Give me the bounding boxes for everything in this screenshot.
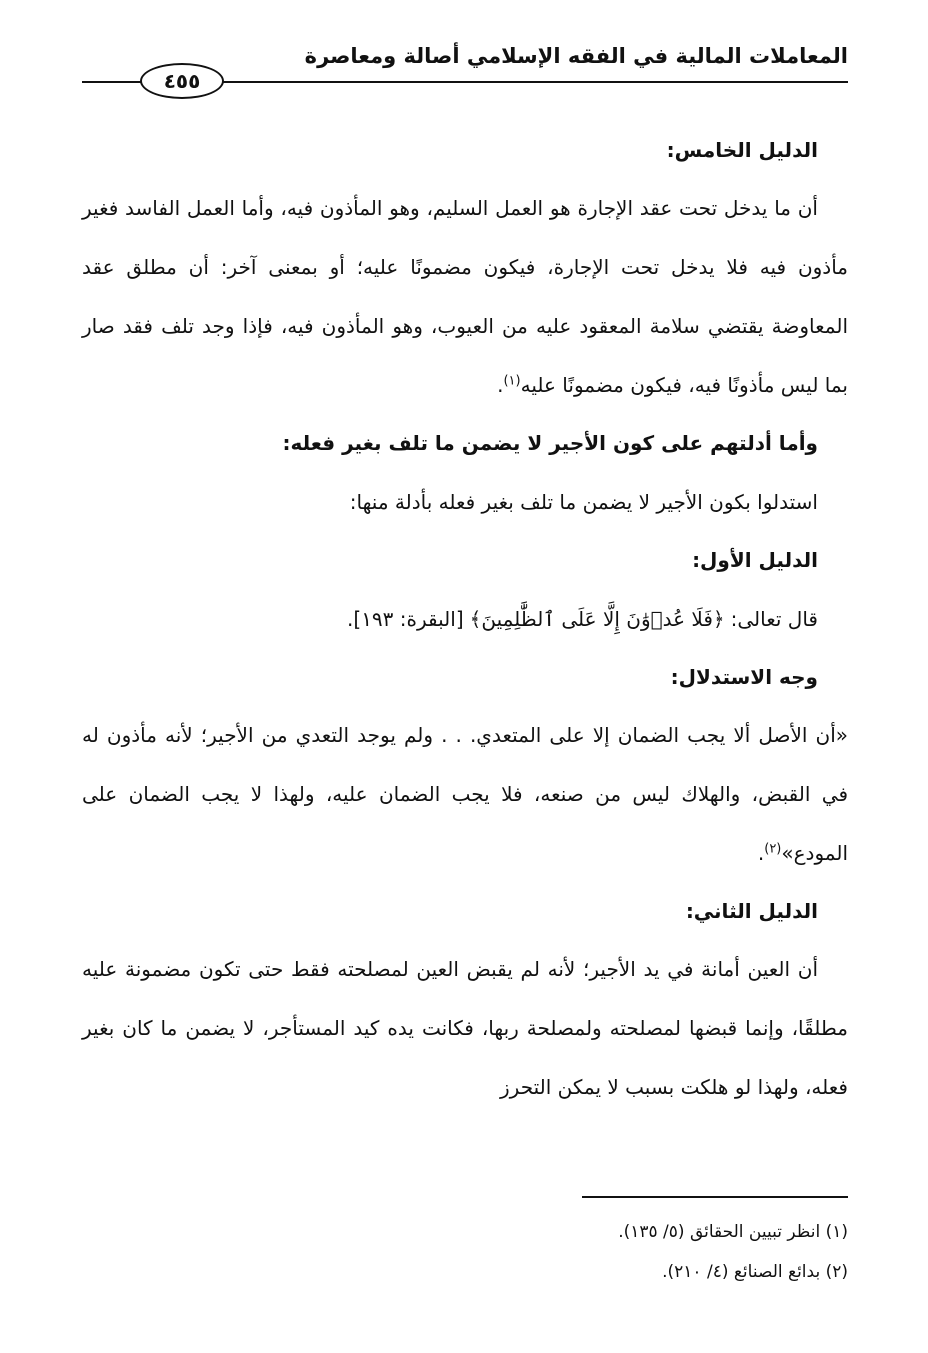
paragraph-wajh	[82, 706, 848, 883]
footnote-2: (٢) بدائع الصنائع (٤/ ٢١٠).	[662, 1262, 848, 1282]
book-title: المعاملات المالية في الفقه الإسلامي أصالة ومعاصرة	[304, 44, 848, 68]
paragraph-wajh-text: «أن الأصل ألا يجب الضمان إلا على المتعدي. . . ولم يوجد التعدي من الأجير؛ لأنه مأذون له في القبض، والهلاك ليس من صنعه، فلا يجب الضمان عليه، ولهذا لا يجب الضمان على المودع»	[82, 723, 848, 865]
page-number-badge: ٤٥٥	[140, 63, 224, 99]
footnote-1: (١) انظر تبيين الحقائق (٥/ ١٣٥).	[618, 1222, 848, 1242]
heading-fifth-evidence: الدليل الخامس:	[666, 138, 818, 162]
footnote-ref-1[interactable]: (١)	[503, 373, 521, 389]
paragraph-fifth-evidence	[82, 179, 848, 415]
quran-citation	[82, 589, 848, 649]
page-body	[82, 122, 848, 1117]
paragraph-intro: استدلوا بكون الأجير لا يضمن ما تلف بغير فعله بأدلة منها:	[349, 490, 818, 514]
quran-reference: [البقرة: ١٩٣].	[347, 607, 464, 631]
footnote-rule	[582, 1196, 848, 1198]
paragraph-fifth-text: أن ما يدخل تحت عقد الإجارة هو العمل السليم، وهو المأذون فيه، وأما العمل الفاسد فغير مأذون فيه فلا يدخل تحت الإجارة، فيكون مضمونًا عليه؛ أو بمعنى آخر: أن مطلق عقد المعاوضة يقتضي سلامة المعقود عليه من العيوب، وهو المأذون فيه، فإذا وجد تلف فقد صار بما ليس مأذونًا فيه، فيكون مضمونًا عليه	[82, 196, 848, 397]
quran-prefix: قال تعالى:	[730, 607, 818, 631]
footnote-ref-2[interactable]: (٢)	[764, 841, 782, 857]
footnotes	[348, 1212, 848, 1292]
heading-evidence-not-liable: وأما أدلتهم على كون الأجير لا يضمن ما تلف بغير فعله:	[282, 431, 818, 455]
paragraph-second-evidence: أن العين أمانة في يد الأجير؛ لأنه لم يقبض العين لمصلحته فقط حتى تكون مضمونة عليه مطلقًا، وإنما قبضها لمصلحته ولمصلحة ربها، فكانت يده كيد المستأجر، لا يضمن ما كان بغير فعله، ولهذا لو هلكت بسبب لا يمكن التحرز	[82, 957, 848, 1099]
heading-first-evidence: الدليل الأول:	[692, 548, 818, 572]
heading-wajh-istidlal: وجه الاستدلال:	[670, 665, 818, 689]
paragraph-fifth-end: .	[497, 373, 504, 397]
heading-second-evidence: الدليل الثاني:	[685, 899, 818, 923]
quran-verse: ﴿فَلَا عُدۡوَٰنَ إِلَّا عَلَى ٱلظَّٰلِمِينَ﴾	[469, 607, 725, 631]
paragraph-wajh-end: .	[757, 841, 765, 865]
